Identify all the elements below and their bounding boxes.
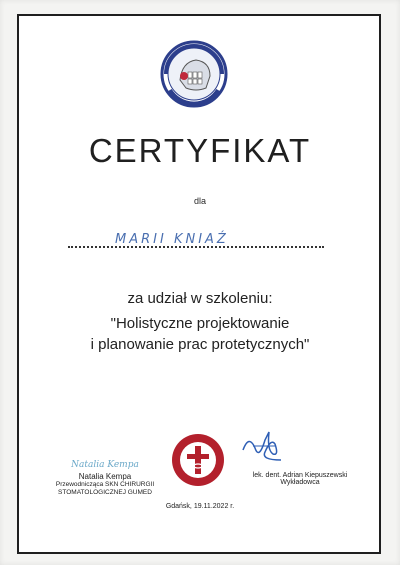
place-and-date: Gdańsk, 19.11.2022 r.: [165, 503, 235, 510]
for-label: dla: [193, 196, 206, 206]
certificate-title: CERTYFIKAT: [88, 132, 312, 169]
university-seal-icon: [170, 432, 226, 488]
course-title-line1: "Holistyczne projektowanie: [110, 315, 290, 332]
club-logo-icon: [160, 40, 228, 108]
course-title-line2: i planowanie prac protetycznych": [90, 336, 310, 353]
signer-role-left-line1: Przewodnicząca SKN CHIRURGII: [55, 481, 155, 488]
signature-block-left: [30, 460, 180, 497]
signer-role-right: Wykładowca: [280, 479, 320, 486]
course-title: [0, 313, 400, 355]
recipient-name: MARII KNIAŹ: [115, 232, 229, 247]
signature-block-right: [225, 430, 375, 486]
participation-text: za udział w szkoleniu:: [127, 290, 273, 307]
signer-role-left-line2: STOMATOLOGICZNEJ GUMED: [58, 489, 152, 496]
signer-name-left: Natalia Kempa: [78, 472, 132, 481]
handwritten-signature-right-icon: [235, 430, 295, 466]
signer-name-right: lek. dent. Adrian Kiepuszewski: [252, 472, 348, 479]
handwritten-signature-left: Natalia Kempa: [71, 460, 139, 470]
